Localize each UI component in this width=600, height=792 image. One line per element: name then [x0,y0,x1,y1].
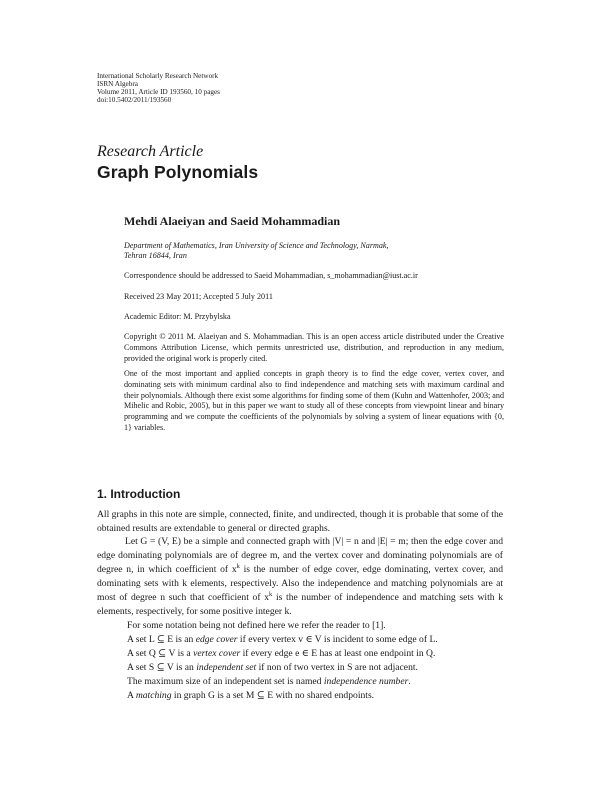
definition-independent-set [127,661,418,675]
definition-text: if every edge e ∈ E has at least one endpoint in Q. [240,648,436,659]
intro-paragraph-1: All graphs in this note are simple, connected, finite, and undirected, though it is probable that some of the obtained results are extendable to general or directed graphs. [97,509,503,535]
header-volume: Volume 2011, Article ID 193560, 10 pages [97,88,220,96]
para-2-part-c: is the number of independence and matching sets with k elements, respectively, for some positive integer k. [97,592,504,618]
definition-text: A set S ⊆ V is an [127,662,197,673]
definition-vertex-cover [127,647,435,661]
definition-term: edge cover [195,634,238,645]
correspondence: Correspondence should be addressed to Saeid Mohammadian, s_mohammadian@iust.ac.ir [124,271,418,280]
affiliation-line-2: Tehran 16844, Iran [124,251,187,260]
definition-term: independent set [196,662,257,673]
para-2-part-a: Let G = (V, E) be a simple and connected graph with |V| = n and |E| = m; then the edge cover and edge dominating polynomials are of degree m, and the vertex cover and dominating polynomials are of degree n, in which coefficient of x [97,536,503,576]
definition-text: A set L ⊆ E is an [127,634,196,645]
definition-text: if non of two vertex in S are not adjacent. [256,662,418,673]
header-doi: doi:10.5402/2011/193560 [97,96,172,104]
abstract: One of the most important and applied concepts in graph theory is to find the edge cover, vertex cover, and dominating sets with minimum cardinal also to find independence and matching sets with maximum cardinal and their polynomials. Although there exist some algorithms for finding some of them (Kuhn and Wattenhofer, 2003; and Mihelic and Robic, 2005), but in this paper we want to study all of these concepts from viewpoint linear and binary programming and we compute the coefficients of the polynomials by solving a system of linear equations with {0, 1} variables. [124,369,504,432]
definition-text: A set Q ⊆ V is a [127,648,194,659]
definition-text: The maximum size of an independent set is named [127,676,324,687]
definition-term: independence number [323,676,409,687]
definition-text: in graph G is a set M ⊆ E with no shared endpoints. [171,690,375,701]
notation-reference: For some notation being not defined here we refer the reader to [1]. [127,620,386,631]
definition-text: . [408,676,411,687]
para-2-part-b: is the number of edge cover, edge dominating, vertex cover, and dominating sets with k elements, respectively. Also the independence and matching polynomials are at most of degree n such that coefficient of x [97,564,503,604]
section-heading: 1. Introduction [97,487,181,501]
academic-editor: Academic Editor: M. Przybylska [124,312,231,321]
para-2-exponent-2: k [269,591,273,599]
authors: Mehdi Alaeiyan and Saeid Mohammadian [124,214,341,228]
definition-term: vertex cover [193,648,241,659]
affiliation-line-1: Department of Mathematics, Iran University of Science and Technology, Narmak, [124,241,389,250]
dates: Received 23 May 2011; Accepted 5 July 2011 [124,292,273,301]
header-network: International Scholarly Research Network [97,72,219,80]
definition-edge-cover [127,633,438,647]
copyright-notice: Copyright © 2011 M. Alaeiyan and S. Mohammadian. This is an open access article distributed under the Creative Commons Attribution License, which permits unrestricted use, distribution, and reproduction in any medium, provided the original work is properly cited. [124,332,504,363]
intro-paragraph-2 [97,535,503,620]
article-type: Research Article [97,143,204,160]
definition-text: A [127,690,136,701]
header-journal: ISRN Algebra [97,80,138,88]
definition-independence-number [127,675,411,689]
definition-text: if every vertex v ∈ V is incident to some edge of L. [237,634,438,645]
para-2-exponent-1: k [236,563,240,570]
definition-term: matching [135,690,172,701]
definition-matching [127,689,374,703]
paper-title: Graph Polynomials [97,162,259,182]
